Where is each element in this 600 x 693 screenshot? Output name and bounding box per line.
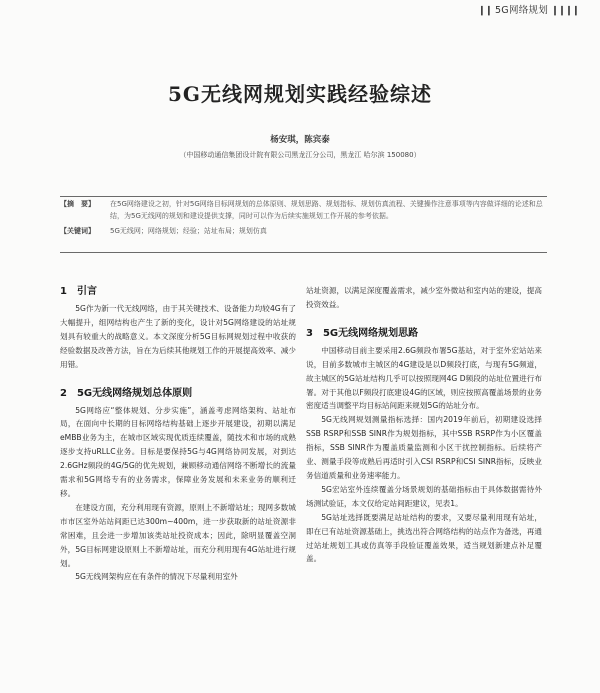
abstract-text: 在5G网络建设之初，针对5G网络目标网规划的总体原则、规划思路、规划指标、规划仿真流程、关键操作注意事项等内容做详细的论述和总结，为5G无线网的规划和建设提供支撑，同时可以作为后续实施规划工作开展的参考依据。: [110, 200, 543, 220]
body-paragraph: 5G网络应“整体规划、分步实施”，涵盖考虑网络架构、站址布局，在面向中长期的目标网络结构基础上逐步开展建设，初期以满足eMBB业务为主，在城市区域实现优质连续覆盖，随技术和市场的成熟逐步支持uRLLC业务。目标是要保持5G与4G网络协同发展，对到达2.6GHz频段的4G/5G的优先规划，兼顾移动通信网络不断增长的流量需求和5G网络专有的业务需求，保障业务发展和未来业务的顺利迁移。: [60, 405, 296, 498]
section-heading: 2 5G无线网络规划总体原则: [60, 387, 193, 399]
body-paragraph: 站址资源，以满足深度覆盖需求，减少室外微站和室内站的建设，提高投资效益。: [306, 286, 542, 309]
keywords-label: 【关键词】: [60, 227, 95, 235]
abstract-bottom-rule: [60, 252, 547, 253]
body-paragraph: 中国移动目前主要采用2.6G频段布署5G基站，对于室外宏站站来说，目前多数城市主城区的4G建设是以D频段打底，与现有5G频道，故主城区的5G站址结构几乎可以按照现网4G D频段的站址位置进行布署。对于其他以F频段打底建设4G的区域，则应按照高覆盖场景的业务密度适当调整平均目标站间距来规划5G的站址分布。: [306, 345, 542, 411]
header-bars-icon: ❙❙: [478, 5, 492, 16]
abstract-top-rule: [60, 196, 547, 197]
body-paragraph: 5G无线网规划测量指标选择：国内2019年前后，初期建设选择SSB RSRP和SSB SINR作为规划指标，其中SSB RSRP作为小区覆盖指标，SSB SINR作为覆盖质量监测和小区干扰控制指标。后续将产业、测量手段等成熟后再适时引入CSI RSRP和CSI SINR指标，反映业务信道质量和业务速率能力。: [306, 415, 542, 480]
body-paragraph: 5G宏站室外连续覆盖分场景规划的基础指标由于具体数据需待外场测试验证，本文仅给定站间距建议，见表1。: [306, 484, 542, 508]
running-header: [475, 2, 582, 16]
right-column: [306, 284, 542, 566]
section-heading: 1 引言: [60, 286, 97, 297]
abstract-block: [60, 199, 547, 238]
body-paragraph: 5G作为新一代无线网络，由于其关键技术、设备能力均较4G有了大幅提升，组网结构也产生了新的变化，设计对5G网络建设的站址规划具有较重大的战略意义。本文深度分析5G目标网规划过程中收获的经验数据及改善方法，旨在为后续其他规划工作的开展提高效率、减少用错。: [60, 304, 296, 369]
section-gap: [60, 372, 296, 386]
section-gap: [306, 312, 542, 326]
header-bars-icon: ❙❙❙❙: [551, 5, 579, 16]
keywords-text: 5G无线网；网络规划；经验；站址布局；规划仿真: [110, 227, 267, 235]
running-header-text: 5G网络规划: [494, 5, 549, 16]
body-paragraph: 5G站址选择既要满足站址结构的要求，又要尽量利用现有站址，即在已有站址资源基础上，挑选出符合网络结构的站点作为备选，再通过站址规划工具或仿真等手段验证覆盖效果，适当规划新建点补足覆盖。: [306, 512, 542, 564]
left-column: [60, 284, 296, 584]
paper-title: 5G无线网规划实践经验综述: [168, 82, 432, 106]
affiliation: （中国移动通信集团设计院有限公司黑龙江分公司，黑龙江 哈尔滨 150080）: [179, 151, 421, 159]
body-paragraph: 5G无线网架构应在有条件的情况下尽量利用室外: [75, 572, 238, 582]
section-heading: 3 5G无线网络规划思路: [306, 327, 419, 339]
body-paragraph: 在建设方面，充分利用现有资源，原则上不新增站址；现网多数城市市区室外站站间距已达300m~400m，进一步获取新的站址资源非常困难，且会进一步增加该类站址投资成本；因此，除明显覆盖空洞外，5G目标网建设原则上不新增站址，而充分利用现有4G站址进行规划。: [60, 502, 296, 568]
authors: 杨安琪，陈宾泰: [270, 135, 330, 145]
abstract-label: 【摘 要】: [60, 200, 95, 208]
